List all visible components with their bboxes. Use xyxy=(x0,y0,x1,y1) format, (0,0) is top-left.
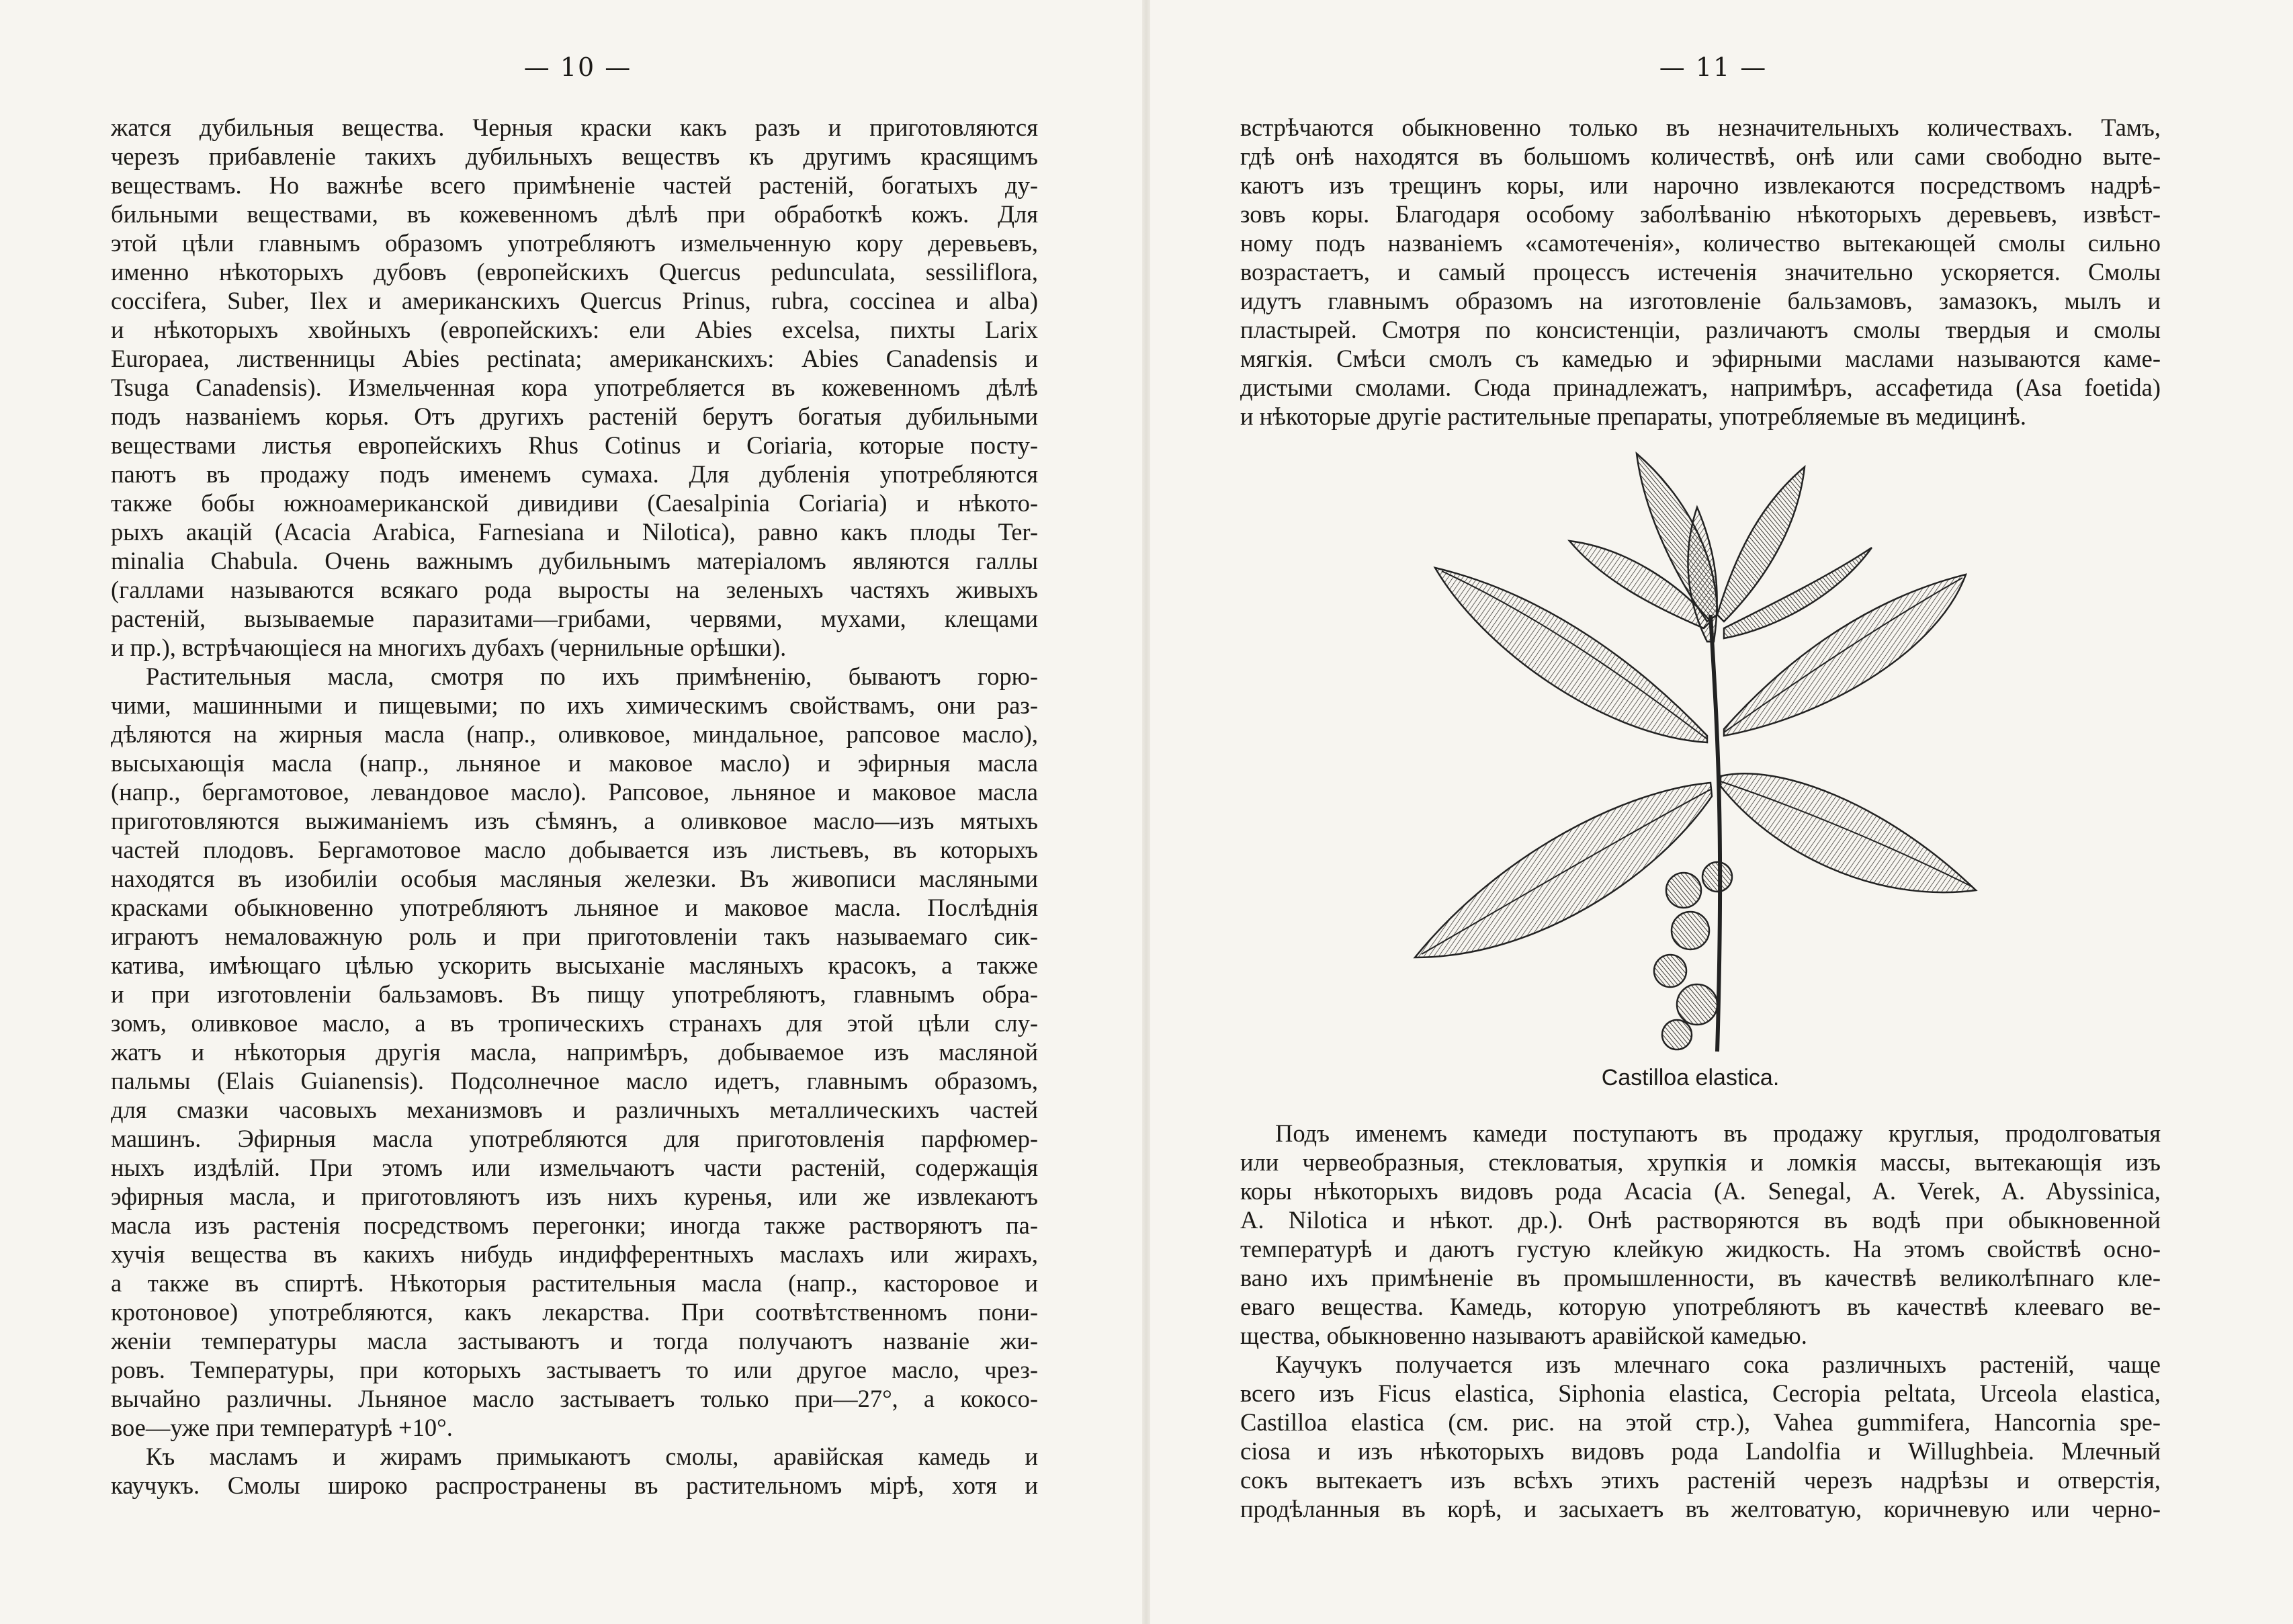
text-line: находятся въ изобиліи особыя масляныя железки. Въ живописи масляными xyxy=(111,865,1038,892)
text-line: каютъ изъ трещинъ коры, или нарочно извлекаются посредствомъ надрѣ- xyxy=(1240,171,2161,199)
text-line: приготовляются выжиманіемъ изъ сѣмянъ, а оливковое масло—изъ мятыхъ xyxy=(111,807,1038,835)
text-line: продѣланныя въ корѣ, и засыхаетъ въ желтоватую, коричневую или черно- xyxy=(1240,1495,2161,1523)
left-page xyxy=(0,0,1146,1624)
right-page-body-top xyxy=(1240,113,2161,431)
text-line: паютъ въ продажу подъ именемъ сумаха. Для дубленія употребляются xyxy=(111,460,1038,488)
text-line: жатъ и нѣкоторыя другія масла, напримѣръ, добываемое изъ масляной xyxy=(111,1038,1038,1066)
text-line: женіи температуры масла застываютъ и тогда получаютъ названіе жи- xyxy=(111,1327,1038,1355)
text-line: ному подъ названіемъ «самотеченія», количество вытекающей смолы сильно xyxy=(1240,229,2161,257)
text-line: зомъ, оливковое масло, а въ тропическихъ странахъ для этой цѣли слу- xyxy=(111,1009,1038,1037)
text-line: веществами листья европейскихъ Rhus Cotinus и Coriaria, которые посту- xyxy=(111,431,1038,459)
text-line: гдѣ онѣ находятся въ большомъ количествѣ, онѣ или сами свободно выте- xyxy=(1240,142,2161,170)
right-page xyxy=(1146,0,2293,1624)
text-line: хучія вещества въ какихъ нибудь индифферентныхъ маслахъ или жирахъ, xyxy=(111,1240,1038,1268)
text-line: Каучукъ получается изъ млечнаго сока различныхъ растеній, чаще xyxy=(1275,1351,2161,1378)
text-line: чими, машинными и пищевыми; по ихъ химическимъ свойствамъ, они раз- xyxy=(111,691,1038,719)
text-line: растеній, вызываемые паразитами—грибами, червями, мухами, клещами xyxy=(111,605,1038,632)
text-line: масла изъ растенія посредствомъ перегонки; иногда также растворяютъ па- xyxy=(111,1211,1038,1239)
right-page-body-bottom xyxy=(1240,1119,2161,1523)
page-number: — 11 — xyxy=(1659,52,1768,82)
text-line: бильными веществами, въ кожевенномъ дѣлѣ при обработкѣ кожъ. Для xyxy=(111,200,1038,228)
text-line: для смазки часовыхъ механизмовъ и различныхъ металлическихъ частей xyxy=(111,1096,1038,1123)
text-line: также бобы южноамериканской дивидиви (Caesalpinia Coriaria) и нѣкото- xyxy=(111,489,1038,517)
text-line: всего изъ Ficus elastica, Siphonia elastica, Cecropia peltata, Urceola elastica, xyxy=(1240,1379,2161,1407)
castilloa-elastica-illustration xyxy=(1401,447,1979,1072)
text-line: и нѣкоторые другіе растительные препараты, употребляемые въ медицинѣ. xyxy=(1240,402,2026,430)
text-line: дѣляются на жирныя масла (напр., оливковое, миндальное, рапсовое масло), xyxy=(111,720,1038,748)
text-line: красками обыкновенно употребляютъ льняное и маковое масла. Послѣднія xyxy=(111,894,1038,921)
text-line: Къ масламъ и жирамъ примыкаютъ смолы, аравійская камедь и xyxy=(146,1443,1038,1470)
text-line: minalia Chabula. Очень важнымъ дубильнымъ матеріаломъ являются галлы xyxy=(111,547,1038,574)
text-line: температурѣ и даютъ густую клейкую жидкость. На этомъ свойствѣ осно- xyxy=(1240,1235,2161,1263)
text-line: Tsuga Canadensis). Измельченная кора употребляется въ кожевенномъ дѣлѣ xyxy=(111,374,1038,401)
text-line: или червеобразныя, стекловатыя, хрупкія и ломкія массы, вытекающія изъ xyxy=(1240,1148,2161,1176)
text-line: идутъ главнымъ образомъ на изготовленіе бальзамовъ, замазокъ, мылъ и xyxy=(1240,287,2161,314)
text-line: Подъ именемъ камеди поступаютъ въ продажу круглыя, продолговатыя xyxy=(1275,1119,2161,1147)
text-line: высыхающія масла (напр., льняное и маковое масло) и эфирныя масла xyxy=(111,749,1038,777)
text-line: вычайно различны. Льняное масло застываетъ только при—27°, а кокосо- xyxy=(111,1385,1038,1412)
text-line: кротоновое) употребляются, какъ лекарства. При соотвѣтственномъ пони- xyxy=(111,1298,1038,1326)
text-line: каучукъ. Смолы широко распространены въ растительномъ мірѣ, хотя и xyxy=(111,1471,1038,1499)
left-page-body xyxy=(111,113,1038,1500)
text-line: Europaea, лиственницы Abies pectinata; американскихъ: Abies Canadensis и xyxy=(111,345,1038,372)
text-line: Растительныя масла, смотря по ихъ примѣненію, бываютъ горю- xyxy=(146,663,1038,690)
text-line: встрѣчаются обыкновенно только въ незначительныхъ количествахъ. Тамъ, xyxy=(1240,114,2161,141)
text-line: рыхъ акацій (Acacia Arabica, Farnesiana и Nilotica), равно какъ плоды Ter- xyxy=(111,518,1038,546)
text-line: (напр., бергамотовое, левандовое масло). Рапсовое, льняное и маковое масла xyxy=(111,778,1038,806)
text-line: этой цѣли главнымъ образомъ употребляютъ измельченную кору деревьевъ, xyxy=(111,229,1038,257)
text-line: еваго вещества. Камедь, которую употребляютъ въ качествѣ клееваго ве- xyxy=(1240,1293,2161,1320)
text-line: вое—уже при температурѣ +10°. xyxy=(111,1414,453,1441)
text-line: и нѣкоторыхъ хвойныхъ (европейскихъ: ели Abies excelsa, пихты Larix xyxy=(111,316,1038,343)
text-line: щества, обыкновенно называютъ аравійской камедью. xyxy=(1240,1322,1807,1349)
text-line: возрастаетъ, и самый процессъ истеченія значительно ускоряется. Смолы xyxy=(1240,258,2161,286)
page-number: — 10 — xyxy=(523,52,632,82)
text-line: ровъ. Температуры, при которыхъ застываетъ то или другое масло, чрез- xyxy=(111,1356,1038,1383)
text-line: A. Nilotica и нѣкот. др.). Онѣ растворяются въ водѣ при обыкновенной xyxy=(1240,1206,2161,1234)
text-line: Castilloa elastica (см. рис. на этой стр.), Vahea gummifera, Hancornia spe- xyxy=(1240,1408,2161,1436)
text-line: пальмы (Elais Guianensis). Подсолнечное масло идетъ, главнымъ образомъ, xyxy=(111,1067,1038,1095)
text-line: coccifera, Suber, Ilex и американскихъ Quercus Prinus, rubra, coccinea и alba) xyxy=(111,287,1038,314)
text-line: жатся дубильныя вещества. Черныя краски какъ разъ и приготовляются xyxy=(111,114,1038,141)
text-line: дистыми смолами. Сюда принадлежатъ, напримѣръ, ассафетида (Asa foetida) xyxy=(1240,374,2161,401)
text-line: машинъ. Эфирныя масла употребляются для приготовленія парфюмер- xyxy=(111,1125,1038,1152)
text-line: ныхъ издѣлій. При этомъ или измельчаютъ части растеній, содержащія xyxy=(111,1154,1038,1181)
text-line: подъ названіемъ корья. Отъ другихъ растеній берутъ богатыя дубильными xyxy=(111,402,1038,430)
text-line: зовъ коры. Благодаря особому заболѣванію нѣкоторыхъ деревьевъ, извѣст- xyxy=(1240,200,2161,228)
text-line: мягкія. Смѣси смолъ съ камедью и эфирными маслами называются каме- xyxy=(1240,345,2161,372)
text-line: и пр.), встрѣчающіеся на многихъ дубахъ (чернильные орѣшки). xyxy=(111,634,787,661)
text-line: а также въ спиртѣ. Нѣкоторыя растительныя масла (напр., касторовое и xyxy=(111,1269,1038,1297)
text-line: пластырей. Смотря по консистенціи, различаютъ смолы твердыя и смолы xyxy=(1240,316,2161,343)
text-line: эфирныя масла, и приготовляютъ изъ нихъ куренья, или же извлекаютъ xyxy=(111,1183,1038,1210)
text-line: сокъ вытекаетъ изъ всѣхъ этихъ растеній черезъ надрѣзы и отверстія, xyxy=(1240,1466,2161,1494)
text-line: (галлами называются всякаго рода выросты на зеленыхъ частяхъ живыхъ xyxy=(111,576,1038,603)
text-line: коры нѣкоторыхъ видовъ рода Acacia (A. Senegal, A. Verek, A. Abyssinica, xyxy=(1240,1177,2161,1205)
text-line: играютъ немаловажную роль и при приготовленіи такъ называемаго сик- xyxy=(111,923,1038,950)
text-line: катива, имѣющаго цѣлью ускорить высыханіе масляныхъ красокъ, а также xyxy=(111,951,1038,979)
text-line: вано ихъ примѣненіе въ промышленности, въ качествѣ великолѣпнаго кле- xyxy=(1240,1264,2161,1291)
text-line: черезъ прибавленіе такихъ дубильныхъ веществъ къ другимъ красящимъ xyxy=(111,142,1038,170)
figure-caption: Castilloa elastica. xyxy=(1601,1065,1780,1091)
text-line: веществамъ. Но важнѣе всего примѣненіе частей растеній, богатыхъ ду- xyxy=(111,171,1038,199)
text-line: и при изготовленіи бальзамовъ. Въ пищу употребляютъ, главнымъ обра- xyxy=(111,980,1038,1008)
text-line: частей плодовъ. Бергамотовое масло добывается изъ листьевъ, въ которыхъ xyxy=(111,836,1038,863)
text-line: ciosa и изъ нѣкоторыхъ видовъ рода Landolfia и Willughbeia. Млечный xyxy=(1240,1437,2161,1465)
text-line: именно нѣкоторыхъ дубовъ (европейскихъ Quercus pedunculata, sessiliflora, xyxy=(111,258,1038,286)
